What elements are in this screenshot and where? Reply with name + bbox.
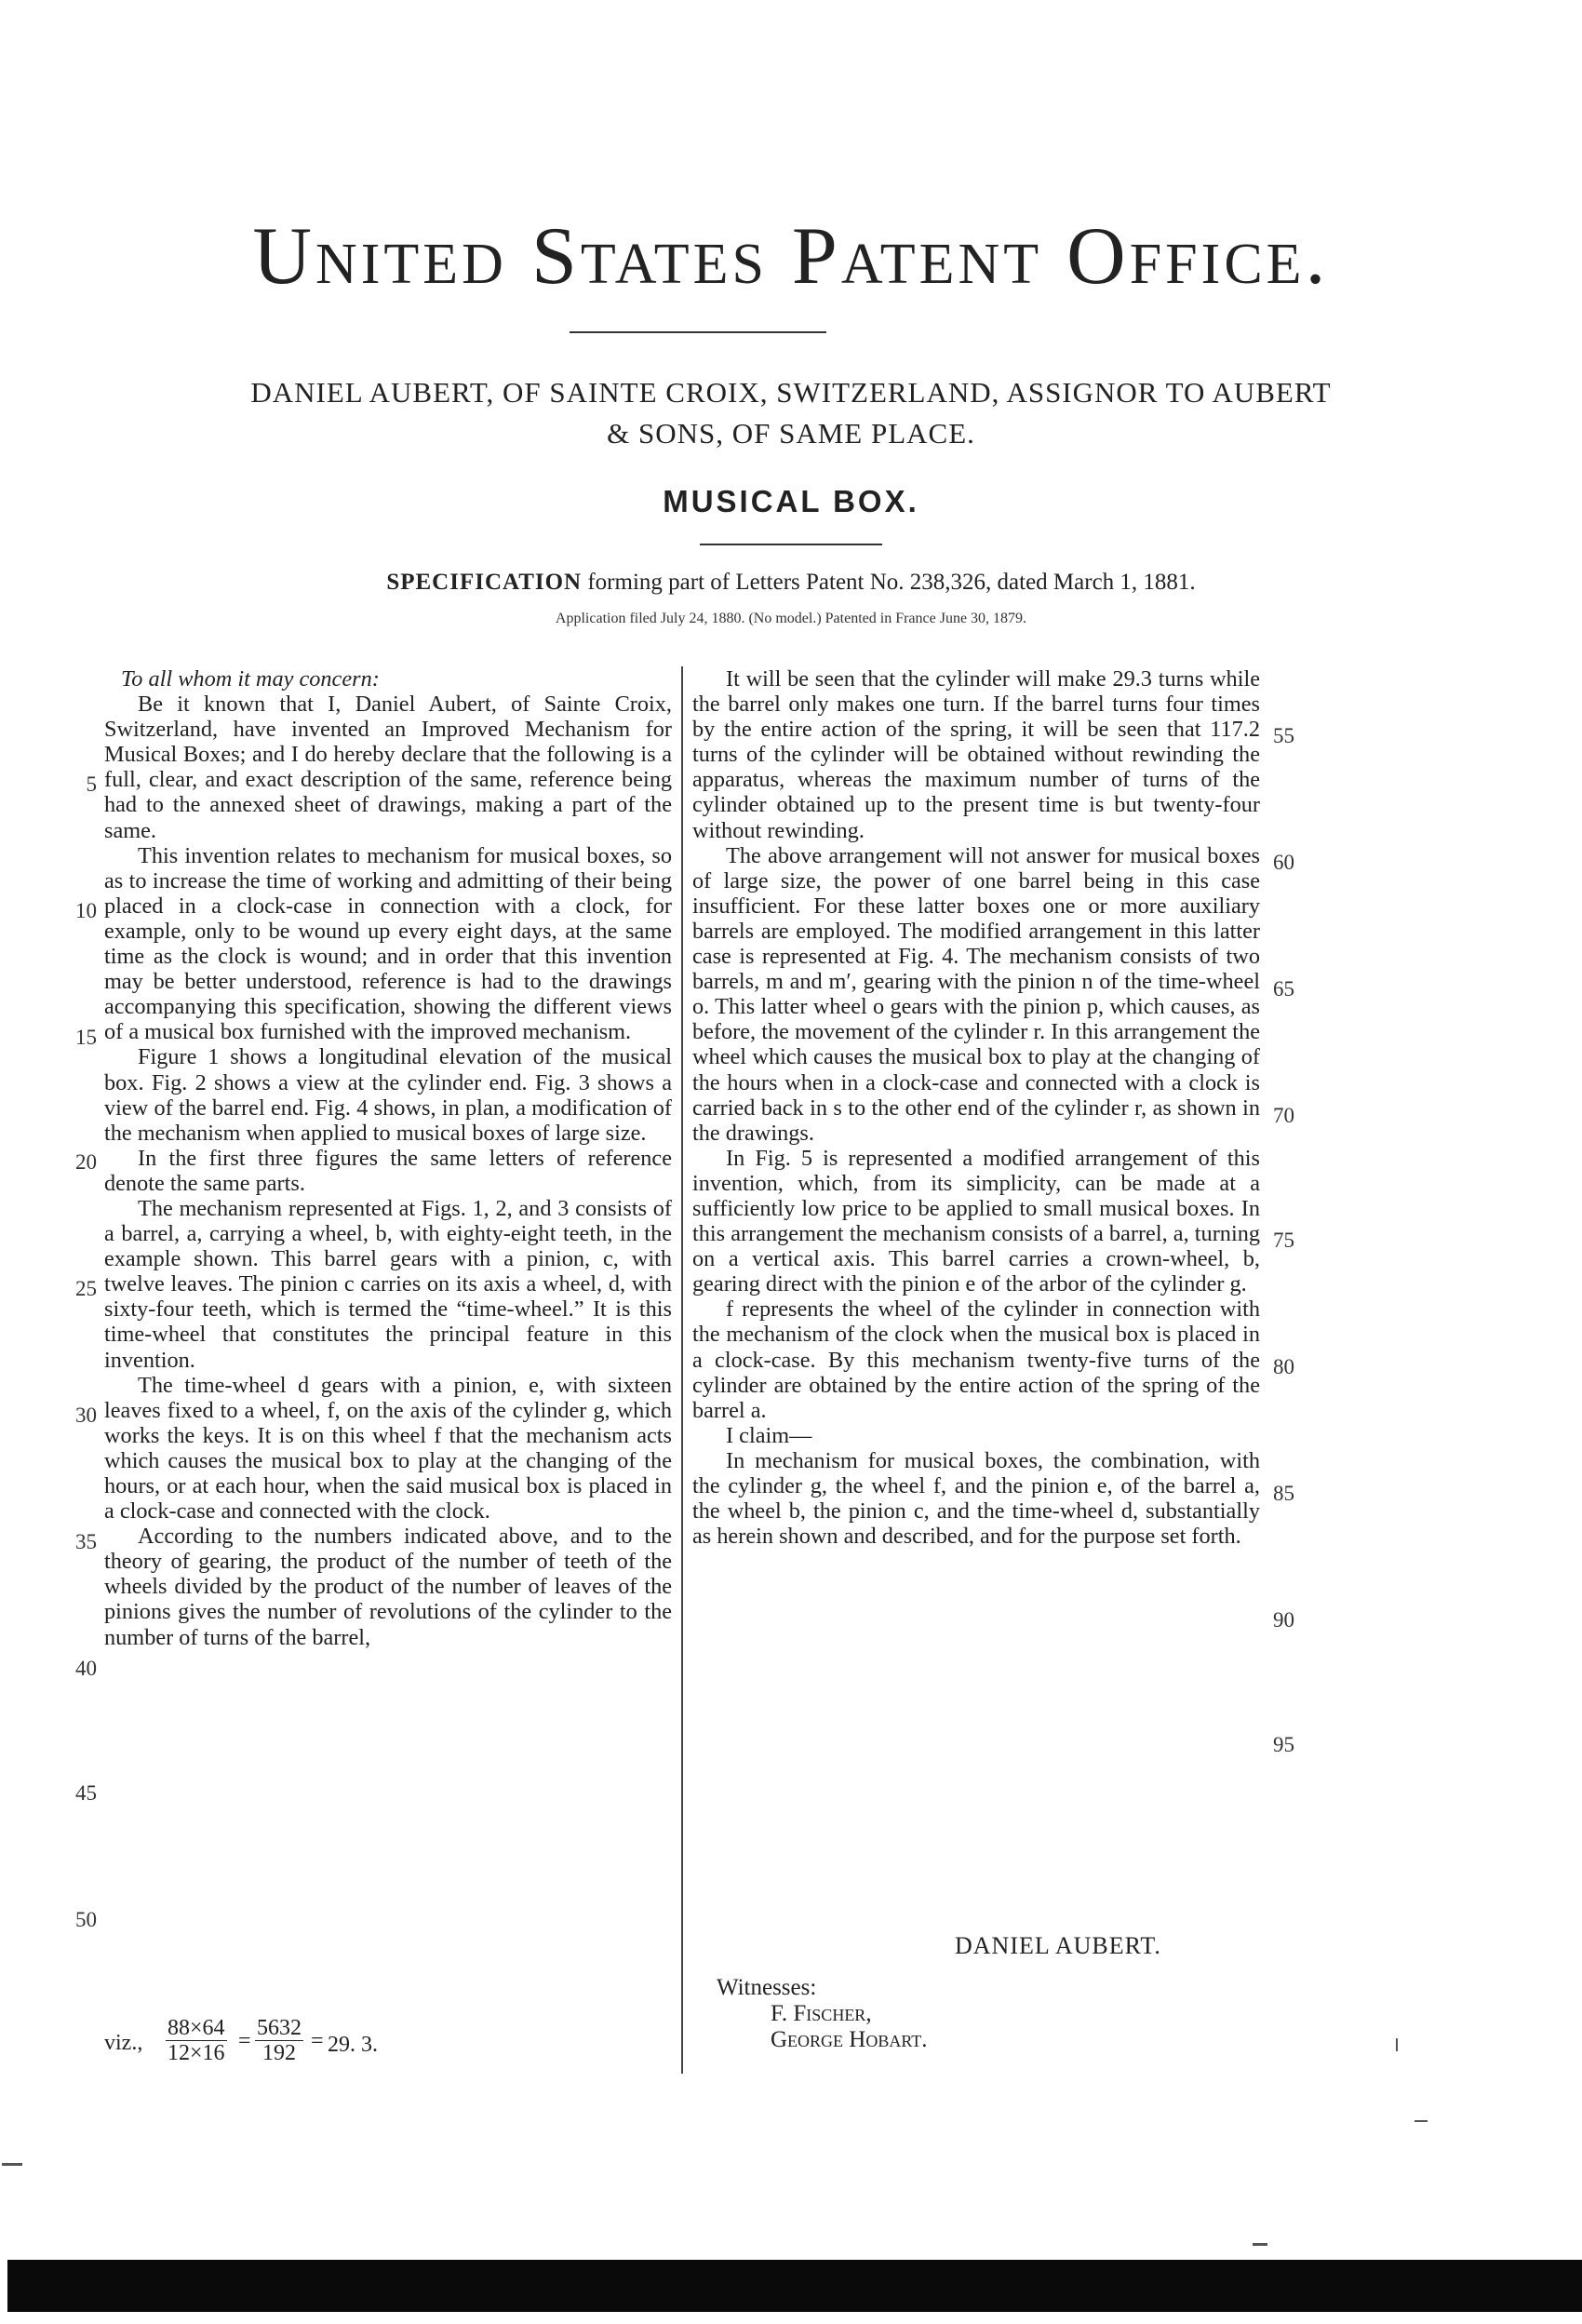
heading-rule	[570, 331, 826, 333]
left-column	[104, 666, 672, 1650]
claim-text: In mechanism for musical boxes, the combination, with the cylinder g, the wheel f, and the pinion e, of the barrel a, the wheel b, the pinion c, and the time-wheel d, substantially as herein shown and described, and for the purpose set forth.	[692, 1447, 1260, 1550]
witness-1: F. Fischer,	[771, 2001, 872, 2026]
formula-result: 29. 3.	[328, 2033, 378, 2057]
fraction-1-denominator: 12×16	[168, 2041, 225, 2065]
scan-bottom-bar	[7, 2260, 1582, 2312]
formula-prefix: viz.,	[104, 2031, 143, 2055]
line-number: 70	[1273, 1104, 1294, 1127]
scan-speck	[1414, 2120, 1428, 2122]
claim-heading: I claim—	[726, 1422, 812, 1448]
assignment-line-2: & SONS, OF SAME PLACE.	[607, 417, 975, 450]
paragraph: f represents the wheel of the cylinder in connection with the mechanism of the clock when the musical box is placed in a clock-case. By this mechanism twenty-five turns of the cylinder are obtained by the entire action of the spring of the barrel a.	[692, 1296, 1260, 1423]
line-number: 40	[75, 1657, 97, 1680]
salutation: To all whom it may concern:	[121, 666, 380, 692]
paragraph: This invention relates to mechanism for musical boxes, so as to increase the time of working and admitting of their being placed in a clock-case in connection with a clock, for example, only to be wound up every eight days, at the same time as the clock is wound; and in order that this invention may be better understood, reference is had to the drawings accompanying this specification, showing the different views of a musical box furnished with the improved mechanism.	[104, 842, 672, 1045]
fraction-2-denominator: 192	[262, 2041, 296, 2065]
line-number: 55	[1273, 724, 1294, 747]
column-divider	[681, 666, 683, 2074]
line-number: 35	[75, 1530, 97, 1553]
line-number: 75	[1273, 1229, 1294, 1252]
line-number: 20	[75, 1150, 97, 1174]
line-number: 60	[1273, 851, 1294, 874]
line-number: 30	[75, 1404, 97, 1427]
paragraph: In Fig. 5 is represented a modified arrangement of this invention, which, from its simplicity, can be made at a sufficiently low price to be applied to small musical boxes. In this arrangement the mechanism consists of a barrel, a, turning on a vertical axis. This barrel carries a crown-wheel, b, gearing direct with the pinion e of the arbor of the cylinder g.	[692, 1145, 1260, 1297]
title-rule	[700, 544, 882, 545]
witnesses-label: Witnesses:	[717, 1975, 817, 2000]
line-number: 5	[86, 772, 97, 796]
line-number: 15	[75, 1026, 97, 1049]
invention-title: MUSICAL BOX.	[663, 484, 919, 518]
paragraph: The mechanism represented at Figs. 1, 2, and 3 consists of a barrel, a, carrying a wheel, b, with eighty-eight teeth, in the example shown. This barrel gears with a pinion, c, with twelve leaves. The pinion c carries on its axis a wheel, d, with sixty-four teeth, which is termed the “time-wheel.” It is this time-wheel that constitutes the principal feature in this invention.	[104, 1195, 672, 1373]
line-number: 50	[75, 1908, 97, 1931]
line-number: 65	[1273, 977, 1294, 1001]
paragraph: The time-wheel d gears with a pinion, e, with sixteen leaves fixed to a wheel, f, on the axis of the cylinder g, which works the keys. It is on this wheel f that the mechanism acts which causes the musical box to play at the changing of the hours, or at each hour, when the said musical box is placed in a clock-case and connected with the clock.	[104, 1372, 672, 1525]
paragraph: In the first three figures the same letters of reference denote the same parts.	[104, 1145, 672, 1196]
line-number: 45	[75, 1781, 97, 1805]
paragraph: The above arrangement will not answer for musical boxes of large size, the power of one barrel being in this case insufficient. For these latter boxes one or more auxiliary barrels are employed. The modified arrangement in this latter case is represented at Fig. 4. The mechanism consists of two barrels, m and m′, gearing with the pinion n of the time-wheel o. This latter wheel o gears with the pinion p, which causes, as before, the movement of the cylinder r. In this arrangement the wheel which causes the musical box to play at the changing of the hours when in a clock-case and connected with a clock is carried back in s to the other end of the cylinder r, as shown in the drawings.	[692, 842, 1260, 1146]
line-number: 80	[1273, 1355, 1294, 1378]
line-number: 25	[75, 1277, 97, 1300]
line-number: 10	[75, 899, 97, 922]
paragraph: It will be seen that the cylinder will make 29.3 turns while the barrel only makes one turn. If the barrel turns four times by the entire action of the spring, it will be seen that 117.2 turns of the cylinder will be obtained without rewinding the apparatus, whereas the maximum number of turns of the cylinder obtained up to the present time is but twenty-four without rewinding.	[692, 666, 1260, 843]
paragraph: According to the numbers indicated above, and to the theory of gearing, the product of the number of teeth of the wheels divided by the product of the number of leaves of the pinions gives the number of revolutions of the cylinder to the number of turns of the barrel,	[104, 1524, 672, 1650]
specification-lead: SPECIFICATION	[386, 570, 583, 595]
right-column	[692, 666, 1260, 1549]
equals-sign: =	[238, 2029, 251, 2053]
line-number: 95	[1273, 1733, 1294, 1756]
scan-speck	[1396, 2038, 1398, 2051]
specification-rest: forming part of Letters Patent No. 238,326, dated March 1, 1881.	[582, 570, 1196, 595]
witnesses-block	[717, 1975, 928, 2053]
scan-speck	[1253, 2243, 1267, 2246]
paragraph: Be it known that I, Daniel Aubert, of Sainte Croix, Switzerland, have invented an Improved Mechanism for Musical Boxes; and I do hereby declare that the following is a full, clear, and exact description of the same, reference being had to the annexed sheet of drawings, making a part of the same.	[104, 692, 672, 843]
assignment-block	[112, 372, 1470, 454]
scan-speck	[2, 2163, 22, 2166]
inventor-signature: DANIEL AUBERT.	[955, 1932, 1161, 1959]
fraction-2	[255, 2016, 303, 2065]
assignment-line-1: DANIEL AUBERT, OF SAINTE CROIX, SWITZERLAND, ASSIGNOR TO AUBERT	[250, 376, 1332, 409]
fraction-2-numerator: 5632	[257, 2016, 302, 2040]
paragraph: Figure 1 shows a longitudinal elevation of the musical box. Fig. 2 shows a view at the cylinder end. Fig. 3 shows a view of the barrel end. Fig. 4 shows, in plan, a modification of the mechanism when applied to musical boxes of large size.	[104, 1044, 672, 1146]
fraction-1-numerator: 88×64	[168, 2016, 225, 2040]
line-number: 85	[1273, 1482, 1294, 1505]
office-heading: United States Patent Office.	[252, 211, 1330, 302]
line-number: 90	[1273, 1608, 1294, 1632]
specification-line	[0, 570, 1582, 596]
witness-2: George Hobart.	[771, 2027, 928, 2052]
formula	[104, 2010, 476, 2070]
application-line: Application filed July 24, 1880. (No model.) Patented in France June 30, 1879.	[555, 611, 1027, 626]
equals-sign: =	[311, 2029, 324, 2053]
fraction-1	[166, 2016, 227, 2065]
